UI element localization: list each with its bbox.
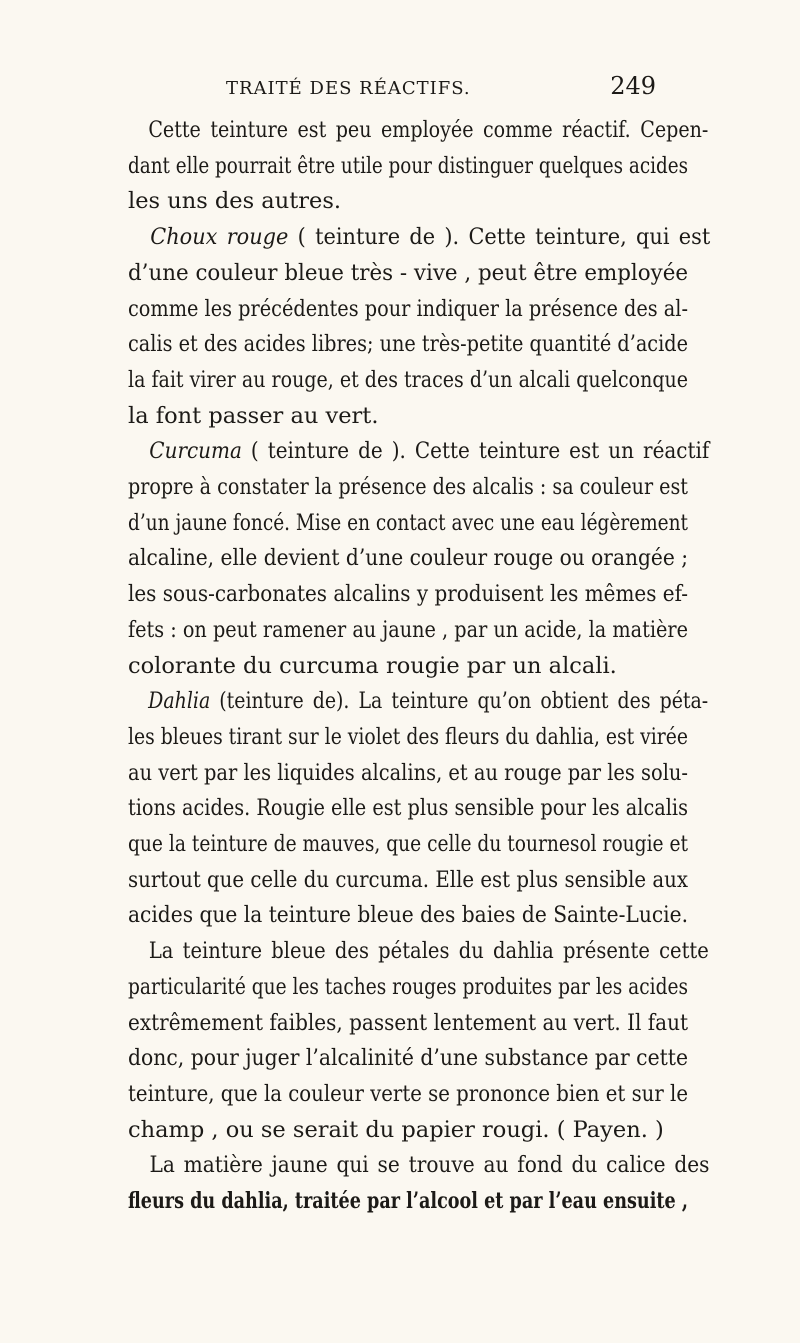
- text-line: [128, 970, 688, 1006]
- text-line: [128, 898, 688, 934]
- line-text: La teinture bleue des pétales du dahlia présente cette: [148, 938, 709, 965]
- line-text: au vert par les liquides alcalins, et au rouge par les solu-: [128, 759, 688, 786]
- line-text: donc, pour juger l’alcalinité d’une substance par cette: [128, 1045, 688, 1072]
- entry-term: Dahlia: [148, 688, 211, 715]
- line-text: la font passer au vert.: [128, 402, 379, 429]
- text-line: [128, 434, 709, 470]
- text-line: [128, 863, 688, 899]
- text-line: [128, 220, 710, 256]
- line-text: d’un jaune foncé. Mise en contact avec une eau légèrement: [128, 509, 688, 536]
- text-line: [128, 1041, 688, 1077]
- text-line: [128, 541, 688, 577]
- line-text: fets : on peut ramener au jaune , par un acide, la matière: [128, 616, 688, 643]
- line-text: calis et des acides libres; une très-petite quantité d’acide: [128, 331, 688, 358]
- text-line: [128, 684, 708, 720]
- text-line: [128, 399, 688, 435]
- line-text: champ , ou se serait du papier rougi. ( Payen. ): [128, 1116, 664, 1143]
- line-text: extrêmement faibles, passent lentement au vert. Il faut: [128, 1009, 688, 1036]
- text-line: [128, 113, 708, 149]
- paragraph: [128, 934, 709, 1148]
- line-text: colorante du curcuma rougie par un alcali.: [128, 652, 617, 679]
- line-text: la fait virer au rouge, et des traces d’un alcali quelconque: [128, 366, 688, 393]
- text-line: [128, 649, 688, 685]
- line-text: propre à constater la présence des alcalis : sa couleur est: [128, 474, 688, 501]
- text-line: [128, 149, 688, 185]
- line-text: les bleues tirant sur le violet des fleurs du dahlia, est virée: [128, 723, 688, 750]
- running-head: TRAITÉ DES RÉACTIFS.: [226, 78, 471, 99]
- line-text: que la teinture de mauves, que celle du tournesol rougie et: [128, 831, 688, 858]
- text-line: [128, 470, 688, 506]
- line-text: ( teinture de ). Cette teinture, qui est: [288, 224, 711, 251]
- text-line: [128, 184, 688, 220]
- entry-term: Choux rouge: [150, 224, 289, 251]
- line-text: comme les précédentes pour indiquer la présence des al-: [128, 295, 688, 322]
- line-text: (teinture de). La teinture qu’on obtient des péta-: [210, 688, 709, 715]
- line-text: Cette teinture est peu employée comme réactif. Cepen-: [148, 117, 709, 143]
- paragraph: [128, 434, 710, 684]
- paragraph: [128, 113, 709, 220]
- text-line: [128, 613, 688, 649]
- text-line: [128, 1077, 688, 1113]
- line-text: surtout que celle du curcuma. Elle est plus sensible aux: [128, 866, 688, 893]
- text-line: [128, 327, 688, 363]
- paragraph: [128, 684, 709, 934]
- text-line: [128, 1148, 709, 1184]
- text-line: [128, 292, 688, 328]
- line-text: fleurs du dahlia, traitée par l’alcool et par l’eau ensuite ,: [128, 1188, 688, 1215]
- line-text: ( teinture de ). Cette teinture est un réactif: [241, 438, 710, 465]
- text-line: [128, 1006, 688, 1042]
- text-line: [128, 363, 688, 399]
- text-line: [128, 720, 688, 756]
- body-text: [128, 113, 711, 1220]
- line-text: les uns des autres.: [128, 188, 342, 215]
- page-number: 249: [610, 72, 656, 100]
- line-text: d’une couleur bleue très - vive , peut être employée: [128, 259, 688, 286]
- page-header: [226, 72, 656, 100]
- line-text: tions acides. Rougie elle est plus sensible pour les alcalis: [128, 795, 688, 822]
- text-line: [128, 506, 688, 542]
- paragraph: [128, 1148, 710, 1219]
- paragraph: [128, 220, 711, 434]
- text-line: [128, 1184, 688, 1220]
- text-line: [128, 934, 709, 970]
- text-line: [128, 756, 688, 792]
- text-line: [128, 577, 688, 613]
- line-text: alcaline, elle devient d’une couleur rouge ou orangée ;: [128, 545, 688, 572]
- text-line: [128, 791, 688, 827]
- text-line: [128, 256, 688, 292]
- line-text: La matière jaune qui se trouve au fond du calice des: [149, 1152, 710, 1179]
- line-text: particularité que les taches rouges produites par les acides: [128, 973, 688, 1000]
- line-text: les sous-carbonates alcalins y produisent les mêmes ef-: [128, 581, 688, 608]
- text-line: [128, 827, 688, 863]
- text-line: [128, 1113, 688, 1149]
- line-text: dant elle pourrait être utile pour distinguer quelques acides: [128, 152, 688, 179]
- line-text: teinture, que la couleur verte se prononce bien et sur le: [128, 1080, 688, 1107]
- entry-term: Curcuma: [149, 438, 242, 465]
- line-text: acides que la teinture bleue des baies de Sainte-Lucie.: [128, 902, 688, 929]
